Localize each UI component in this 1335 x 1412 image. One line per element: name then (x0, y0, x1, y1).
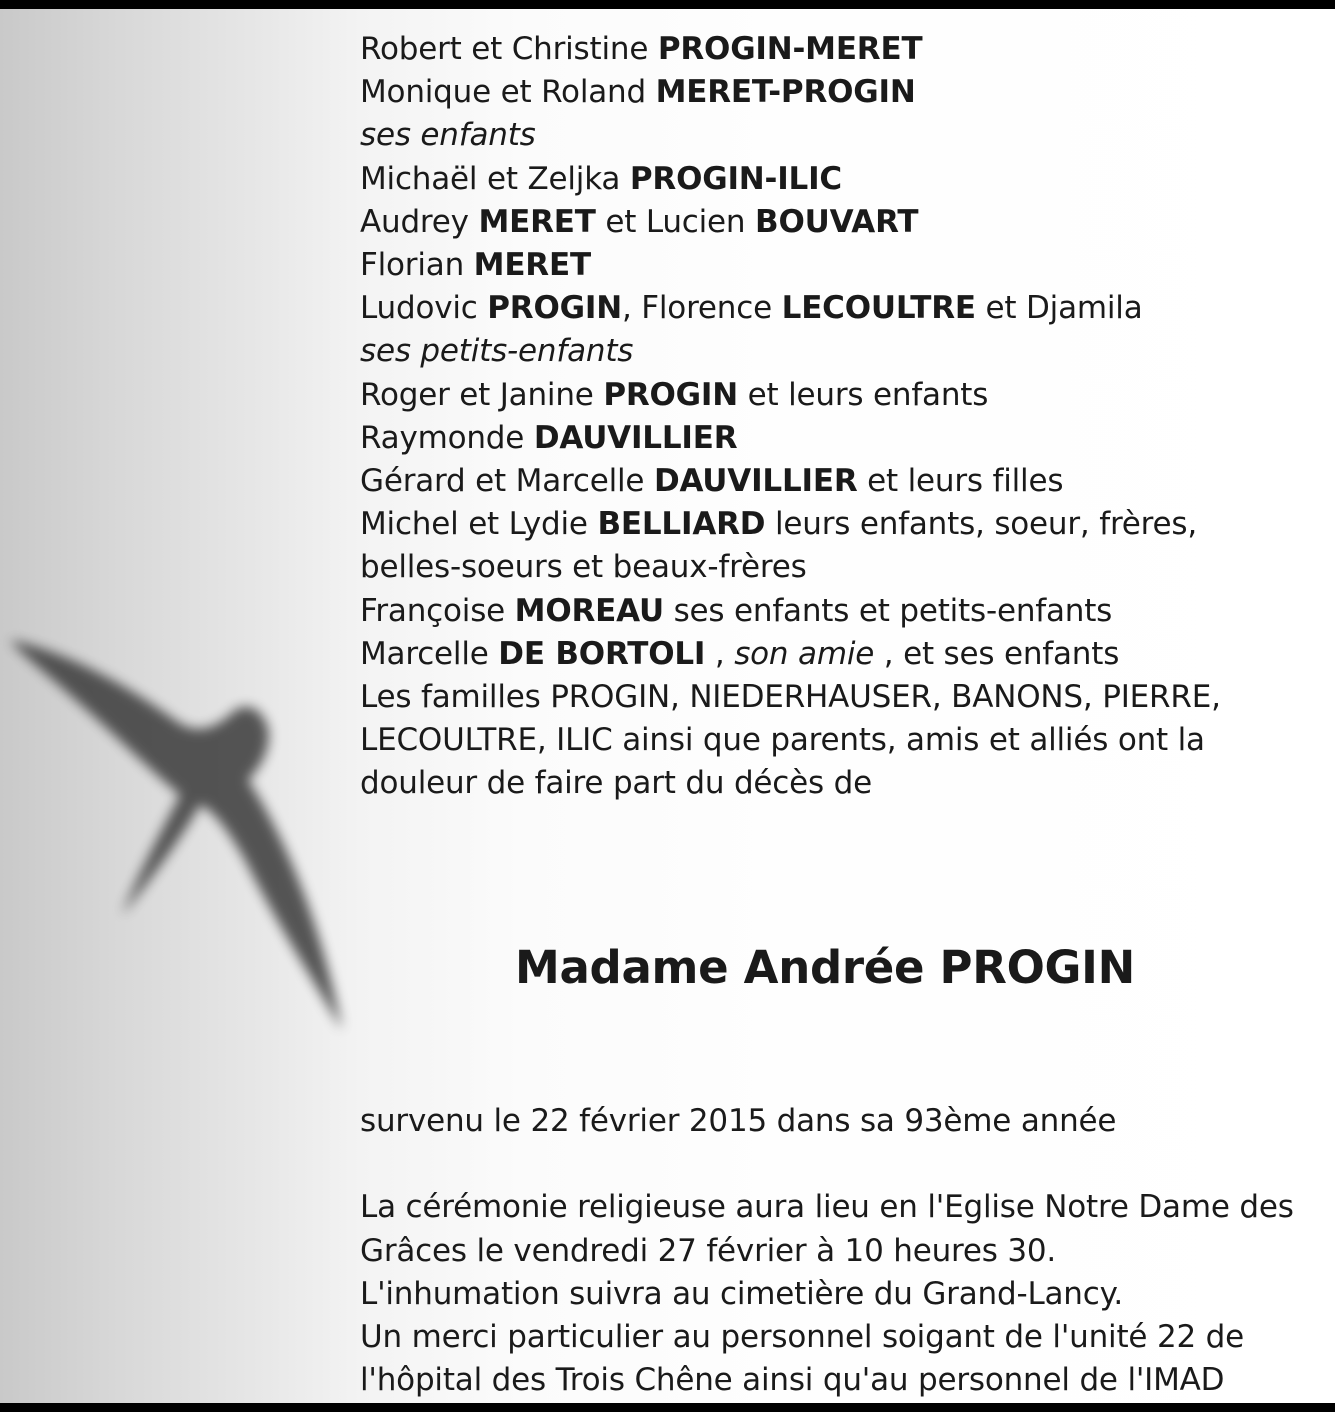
family-text: leurs enfants, soeur, frères, (765, 506, 1198, 543)
family-surname: PROGIN (487, 290, 622, 327)
family-text: Florian (360, 247, 474, 284)
family-line: Les familles PROGIN, NIEDERHAUSER, BANONS, PIERRE, (360, 679, 1221, 716)
family-line: belles-soeurs et beaux-frères (360, 549, 807, 586)
top-border (0, 0, 1335, 9)
bird-icon (0, 610, 360, 1050)
family-line (360, 417, 1320, 460)
family-text: Ludovic (360, 290, 488, 327)
family-line (360, 71, 1320, 114)
family-surname: DE BORTOLI (498, 635, 706, 672)
bottom-border (0, 1403, 1335, 1412)
family-surname: MERET (478, 203, 596, 240)
burial-line: L'inhumation suivra au cimetière du Grand-Lancy. (360, 1275, 1123, 1312)
family-text: , et ses enfants (874, 635, 1120, 672)
family-surname: LECOULTRE (781, 290, 976, 327)
relation-label: ses enfants (360, 117, 536, 154)
family-surname: BOUVART (755, 203, 919, 240)
family-line (360, 460, 1320, 503)
family-surname: MERET-PROGIN (655, 74, 916, 111)
family-text: Marcelle (360, 635, 499, 672)
family-surname: DAUVILLIER (653, 463, 858, 500)
spacer (360, 1143, 1320, 1186)
family-line: LECOULTRE, ILIC ainsi que parents, amis et alliés ont la (360, 722, 1205, 759)
ceremony-line: La cérémonie religieuse aura lieu en l'Eglise Notre Dame des (360, 1189, 1294, 1226)
ceremony-line: Grâces le vendredi 27 février à 10 heures 30. (360, 1232, 1057, 1269)
family-line (360, 158, 1320, 201)
family-surname: PROGIN-MERET (657, 31, 923, 67)
family-line: douleur de faire part du décès de (360, 765, 872, 802)
family-text: et leurs filles (857, 463, 1064, 500)
family-text: Raymonde (360, 419, 534, 456)
family-text: Audrey (360, 203, 479, 240)
thanks-line: Un merci particulier au personnel soigant de l'unité 22 de (360, 1319, 1244, 1355)
relation-label: son amie (734, 635, 875, 672)
family-line (360, 590, 1320, 633)
deceased-name: Madame Andrée PROGIN (514, 941, 1135, 994)
family-line (360, 287, 1320, 330)
family-text: , Florence (621, 290, 782, 327)
family-line (360, 503, 1320, 546)
family-text: , (705, 635, 735, 672)
notice-details (360, 1100, 1320, 1402)
family-line (360, 633, 1320, 676)
family-surname: PROGIN-ILIC (629, 160, 842, 197)
family-surname: MOREAU (514, 592, 664, 629)
death-date-line: survenu le 22 février 2015 dans sa 93ème année (360, 1103, 1117, 1139)
family-text: et Lucien (595, 203, 756, 240)
family-text: Michel et Lydie (360, 506, 598, 543)
family-surname: PROGIN (603, 376, 738, 413)
family-line (360, 201, 1320, 244)
family-text: Gérard et Marcelle (360, 463, 654, 500)
family-surname: DAUVILLIER (533, 419, 738, 456)
family-text: Michaël et Zeljka (360, 160, 630, 197)
family-text: et leurs enfants (738, 376, 989, 413)
family-surname: BELLIARD (597, 506, 766, 543)
relation-label: ses petits-enfants (360, 333, 634, 370)
family-text: Roger et Janine (360, 376, 604, 413)
family-line (360, 244, 1320, 287)
family-text: Françoise (360, 592, 515, 629)
family-surname: MERET (473, 247, 591, 284)
family-text: ses enfants et petits-enfants (663, 592, 1113, 629)
family-text: Monique et Roland (360, 74, 656, 111)
family-text: et Djamila (975, 290, 1143, 327)
thanks-line: l'hôpital des Trois Chêne ainsi qu'au personnel de l'IMAD (360, 1362, 1225, 1399)
family-list (360, 28, 1320, 806)
family-text: Robert et Christine (360, 31, 658, 67)
family-line (360, 374, 1320, 417)
family-line (360, 28, 1320, 71)
